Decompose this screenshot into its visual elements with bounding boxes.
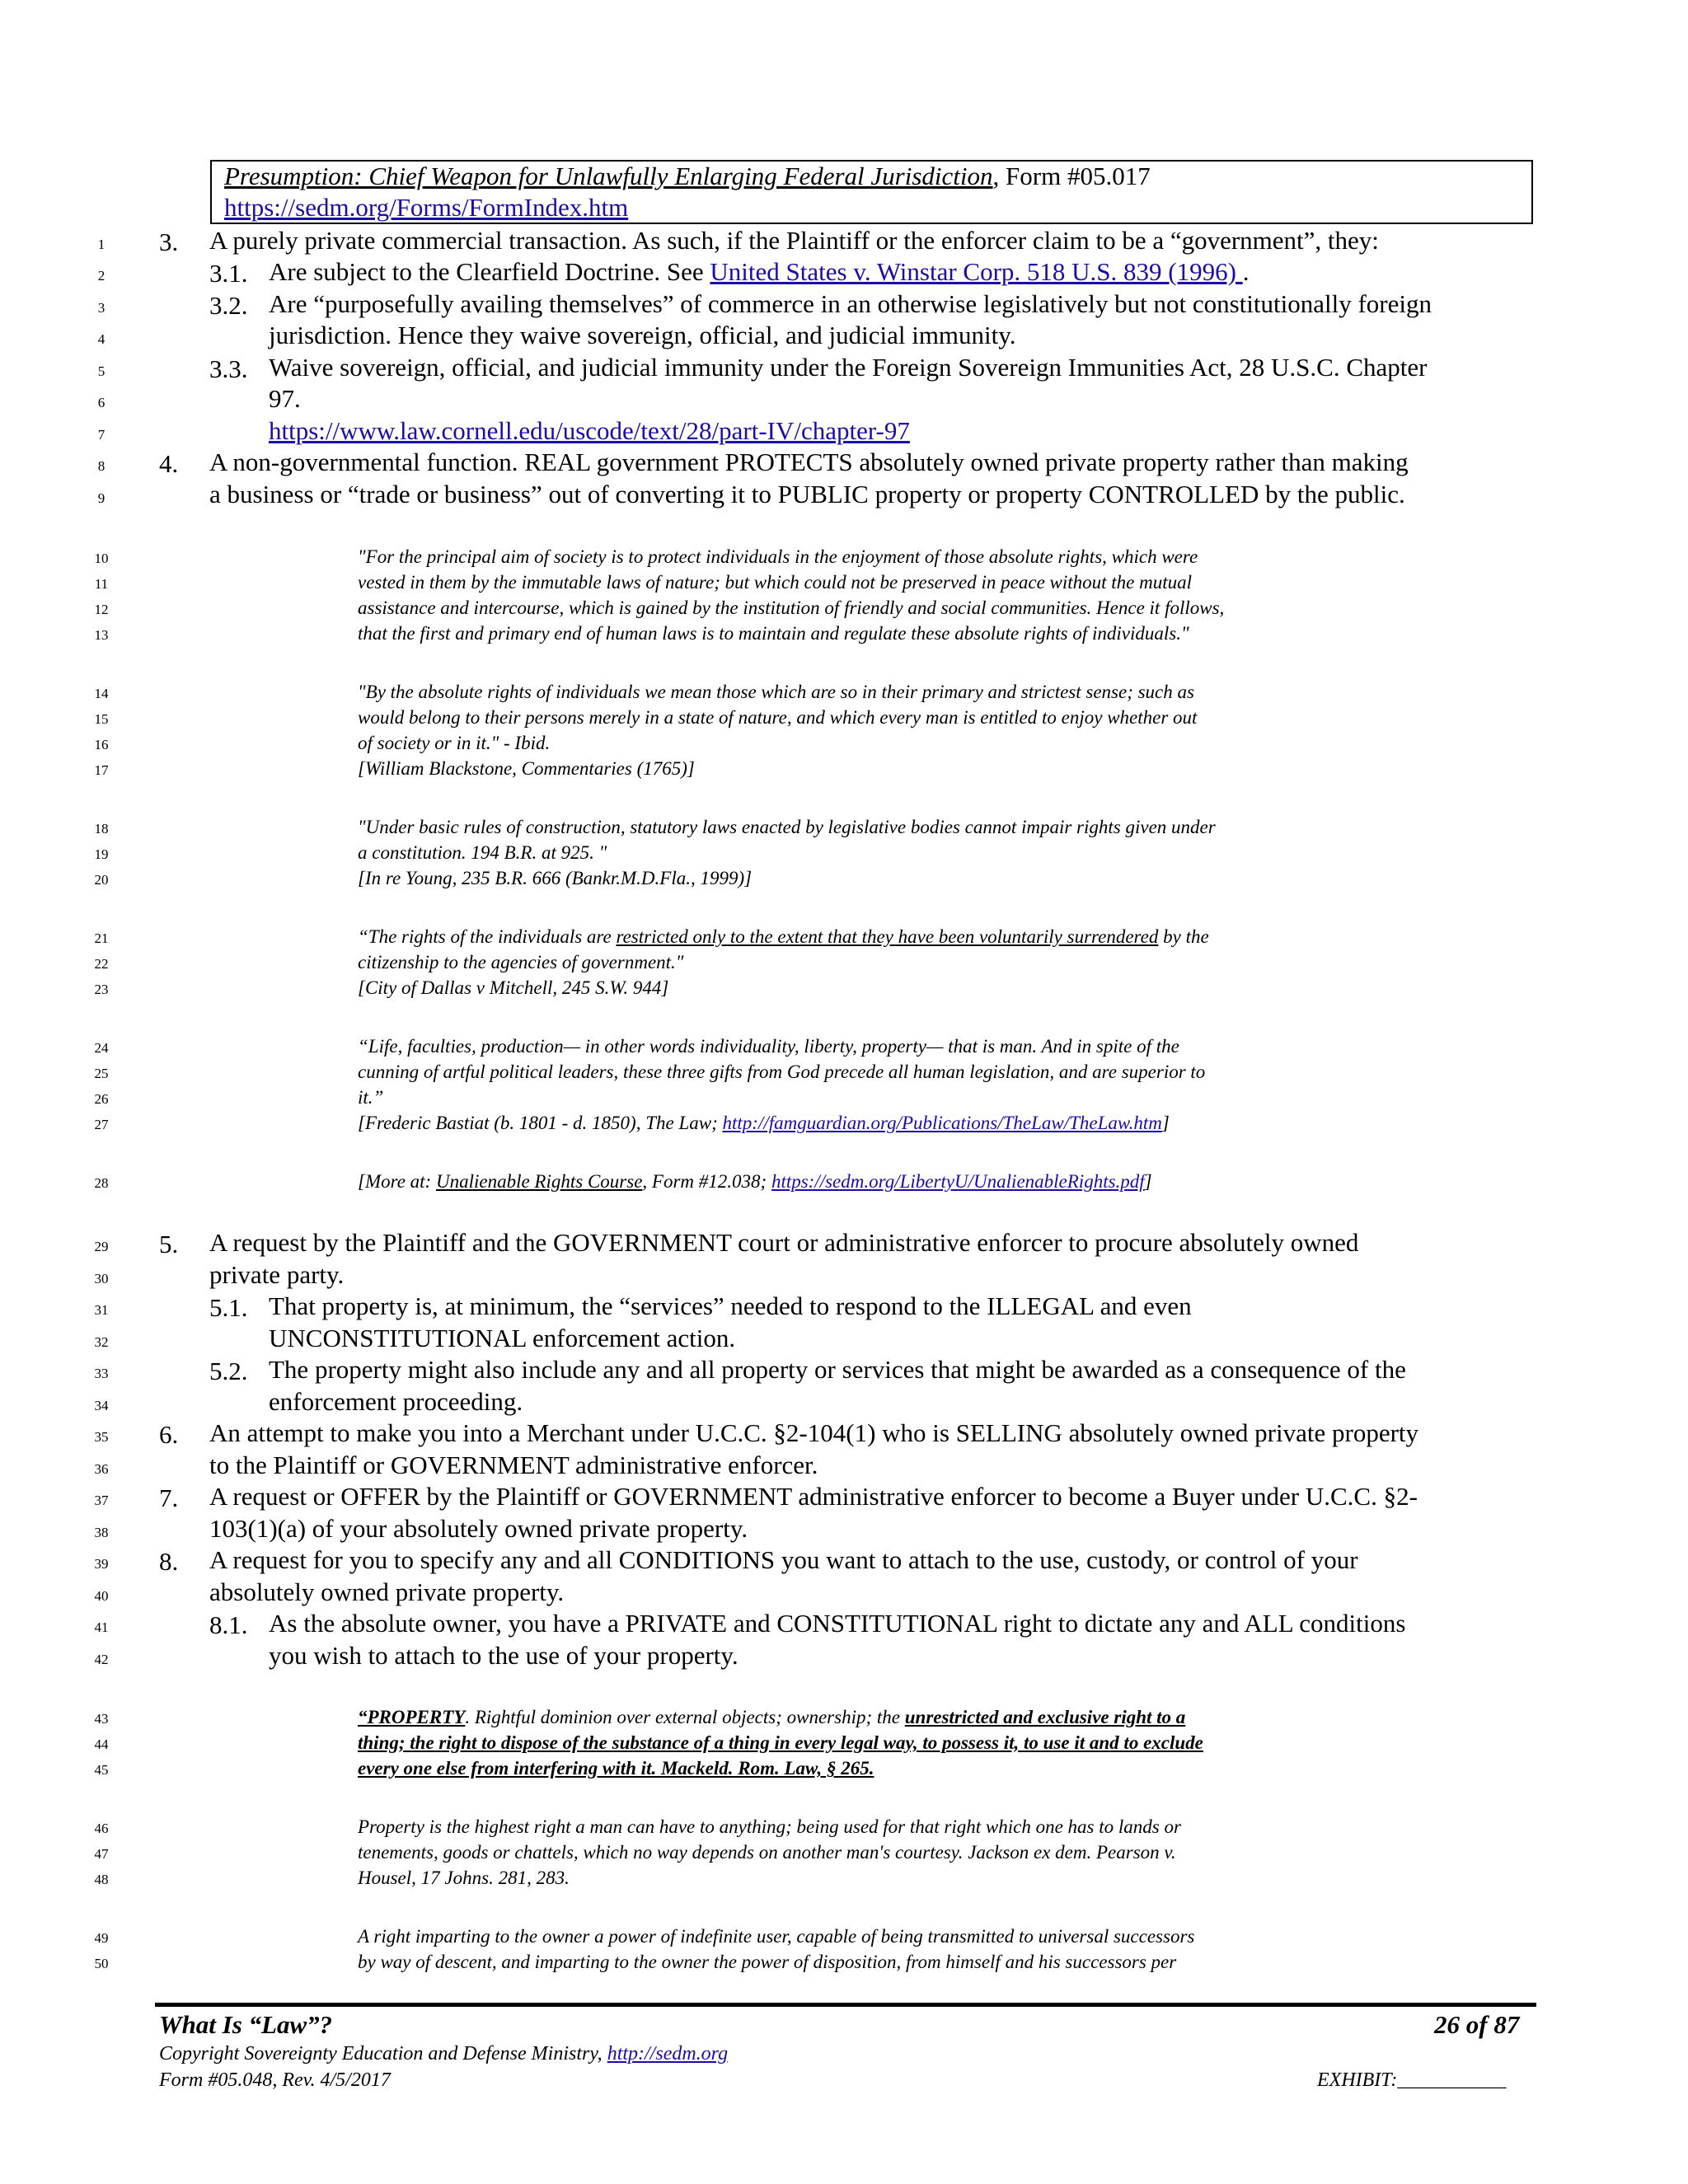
- emphasized-definition-line: every one else from interfering with it. Mackeld. Rom. Law, § 265.: [358, 1758, 874, 1779]
- emphasized-text: unrestricted and exclusive right to a: [904, 1707, 1186, 1727]
- line-number: 36: [94, 1461, 109, 1477]
- text-span: Are subject to the Clearfield Doctrine. See: [269, 257, 710, 286]
- quote-line: [358, 926, 1209, 947]
- reference-url-line: [224, 194, 628, 222]
- list-number: 4.: [159, 449, 179, 478]
- text-span: , Form #12.038;: [642, 1171, 771, 1192]
- line-number: 38: [94, 1525, 109, 1540]
- text-span: [Frederic Bastiat (b. 1801 - d. 1850), The Law;: [358, 1113, 723, 1133]
- list-item-text: Waive sovereign, official, and judicial immunity under the Foreign Sovereign Immunities Act, 28 U.S.C. Chapter: [269, 353, 1428, 382]
- list-item-text: As the absolute owner, you have a PRIVATE and CONSTITUTIONAL right to dictate any and ALL conditions: [269, 1609, 1406, 1638]
- line-number: 44: [94, 1736, 109, 1752]
- cornell-fsia-link[interactable]: https://www.law.cornell.edu/uscode/text/28/part-IV/chapter-97: [269, 416, 910, 445]
- winstar-case-link[interactable]: United States v. Winstar Corp. 518 U.S. 839 (1996): [710, 257, 1243, 286]
- quote-citation: [In re Young, 235 B.R. 666 (Bankr.M.D.Fla., 1999)]: [358, 868, 753, 888]
- underlined-text: restricted only to the extent that they have been voluntarily surrendered: [616, 926, 1159, 947]
- quote-citation: [358, 1171, 1152, 1192]
- text-span: by the: [1158, 926, 1209, 947]
- quote-citation: [358, 1113, 1170, 1133]
- line-number: 45: [94, 1762, 109, 1778]
- text-span: . Rightful dominion over external objects; ownership; the: [465, 1707, 905, 1727]
- quote-citation: [William Blackstone, Commentaries (1765)]: [358, 758, 695, 779]
- line-number: 32: [94, 1334, 109, 1350]
- line-number: 10: [94, 551, 109, 566]
- line-number: 25: [94, 1066, 109, 1081]
- list-number: 5.2.: [209, 1357, 248, 1385]
- line-number: 9: [97, 490, 106, 506]
- line-number: 2: [97, 268, 106, 284]
- list-number: 7.: [159, 1483, 179, 1512]
- line-number: 50: [94, 1956, 109, 1971]
- defined-term: “PROPERTY: [358, 1707, 466, 1727]
- list-number: 3.3.: [209, 354, 248, 383]
- line-number: 41: [94, 1619, 109, 1635]
- quote-line: that the first and primary end of human laws is to maintain and regulate these absolute rights of individuals.": [358, 623, 1189, 644]
- quote-line: assistance and intercourse, which is gained by the institution of friendly and social communities. Hence it follows,: [358, 598, 1225, 618]
- quote-line: "Under basic rules of construction, statutory laws enacted by legislative bodies cannot impair rights given under: [358, 817, 1216, 837]
- line-number: 27: [94, 1117, 109, 1132]
- footer-copyright: [159, 2044, 728, 2064]
- line-number: 29: [94, 1239, 109, 1254]
- text-span: [More at:: [358, 1171, 436, 1192]
- list-item-text: 103(1)(a) of your absolutely owned private property.: [209, 1514, 748, 1543]
- list-item-text: jurisdiction. Hence they waive sovereign, official, and judicial immunity.: [269, 321, 1016, 349]
- unalienable-rights-link[interactable]: https://sedm.org/LibertyU/UnalienableRights.pdf: [771, 1171, 1145, 1192]
- list-number: 5.1.: [209, 1293, 248, 1322]
- list-item-text: A request or OFFER by the Plaintiff or GOVERNMENT administrative enforcer to become a Buyer under U.C.C. §2-: [209, 1482, 1418, 1511]
- text-span: Copyright Sovereignty Education and Defense Ministry,: [159, 2043, 607, 2064]
- unalienable-rights-course-title[interactable]: Unalienable Rights Course: [435, 1171, 643, 1192]
- line-number: 30: [94, 1271, 109, 1286]
- emphasized-definition-line: thing; the right to dispose of the substance of a thing in every legal way, to possess it, to use it and to exclude: [358, 1732, 1203, 1753]
- quote-line: “Life, faculties, production— in other words individuality, liberty, property— that is man. And in spite of the: [358, 1036, 1179, 1057]
- footer-page-number: 26 of 87: [1434, 2010, 1520, 2039]
- list-number: 8.: [159, 1547, 179, 1576]
- line-number: 1: [97, 237, 106, 252]
- line-number: 14: [94, 686, 109, 701]
- reference-url-link[interactable]: https://sedm.org/Forms/FormIndex.htm: [224, 193, 629, 222]
- definition-line: Housel, 17 Johns. 281, 283.: [358, 1868, 570, 1888]
- list-item-text: [269, 418, 910, 445]
- footer-divider: [155, 2003, 1536, 2007]
- list-item-text: 97.: [269, 384, 301, 413]
- list-number: 3.2.: [209, 291, 248, 320]
- line-number: 21: [94, 930, 109, 946]
- reference-form: , Form #05.017: [992, 162, 1151, 190]
- line-number: 8: [97, 458, 106, 474]
- definition-line: [358, 1707, 1185, 1727]
- quote-line: "By the absolute rights of individuals we mean those which are so in their primary and strictest sense; such as: [358, 682, 1194, 702]
- definition-line: by way of descent, and imparting to the owner the power of disposition, from himself and his successors per: [358, 1952, 1177, 1972]
- line-number: 42: [94, 1652, 109, 1667]
- reference-title-line: [224, 163, 1151, 190]
- line-number: 47: [94, 1846, 109, 1862]
- line-number: 20: [94, 872, 109, 888]
- line-number: 4: [97, 331, 106, 347]
- quote-line: of society or in it." - Ibid.: [358, 733, 551, 753]
- definition-line: tenements, goods or chattels, which no way depends on another man's courtesy. Jackson ex dem. Pearson v.: [358, 1842, 1176, 1863]
- list-number: 3.: [159, 227, 179, 256]
- list-item-text: A purely private commercial transaction. As such, if the Plaintiff or the enforcer claim to be a “government”, they:: [209, 226, 1379, 255]
- line-number: 23: [94, 982, 109, 997]
- list-number: 5.: [159, 1230, 179, 1258]
- line-number: 28: [94, 1175, 109, 1191]
- definition-line: Property is the highest right a man can have to anything; being used for that right which one has to lands or: [358, 1816, 1181, 1837]
- list-item-text: UNCONSTITUTIONAL enforcement action.: [269, 1324, 736, 1352]
- line-number: 5: [97, 363, 106, 379]
- line-number: 7: [97, 427, 106, 443]
- quote-line: vested in them by the immutable laws of nature; but which could not be preserved in peace without the mutual: [358, 572, 1193, 593]
- list-item-text: The property might also include any and all property or services that might be awarded as a consequence of the: [269, 1355, 1406, 1384]
- line-number: 35: [94, 1429, 109, 1445]
- footer-form-number: Form #05.048, Rev. 4/5/2017: [159, 2069, 391, 2091]
- line-number: 16: [94, 737, 109, 752]
- line-number: 37: [94, 1493, 109, 1508]
- list-item-text: Are “purposefully availing themselves” of commerce in an otherwise legislatively but not constitutionally foreign: [269, 289, 1432, 318]
- line-number: 24: [94, 1040, 109, 1056]
- list-number: 3.1.: [209, 259, 248, 288]
- list-item-text: enforcement proceeding.: [269, 1387, 523, 1416]
- line-number: 46: [94, 1821, 109, 1836]
- sedm-site-link[interactable]: http://sedm.org: [607, 2043, 729, 2064]
- definition-line: A right imparting to the owner a power of indefinite user, capable of being transmitted to universal successors: [358, 1926, 1195, 1947]
- line-number: 43: [94, 1711, 109, 1727]
- famguardian-link[interactable]: http://famguardian.org/Publications/TheLaw/TheLaw.htm: [722, 1113, 1162, 1133]
- list-item-text: A non-governmental function. REAL government PROTECTS absolutely owned private property rather than making: [209, 448, 1409, 476]
- list-item-text: you wish to attach to the use of your property.: [269, 1641, 738, 1670]
- list-item-text: A request by the Plaintiff and the GOVERNMENT court or administrative enforcer to procure absolutely owned: [209, 1228, 1359, 1257]
- line-number: 33: [94, 1366, 109, 1381]
- line-number: 49: [94, 1930, 109, 1946]
- list-number: 6.: [159, 1420, 179, 1449]
- list-number: 8.1.: [209, 1610, 248, 1639]
- line-number: 40: [94, 1588, 109, 1604]
- footer-exhibit-label: EXHIBIT:___________: [1317, 2069, 1507, 2091]
- list-item-text: A request for you to specify any and all CONDITIONS you want to attach to the use, custody, or control of your: [209, 1545, 1358, 1574]
- list-item-text: to the Plaintiff or GOVERNMENT administrative enforcer.: [209, 1451, 818, 1479]
- quote-line: "For the principal aim of society is to protect individuals in the enjoyment of those absolute rights, which were: [358, 546, 1198, 567]
- list-item-text: absolutely owned private property.: [209, 1577, 565, 1606]
- line-number: 6: [97, 395, 106, 410]
- list-item-text: [269, 259, 1249, 286]
- text-span: ]: [1161, 1113, 1170, 1133]
- quote-line: it.”: [358, 1087, 384, 1108]
- line-number: 18: [94, 821, 109, 837]
- line-number: 31: [94, 1302, 109, 1318]
- quote-citation: [City of Dallas v Mitchell, 245 S.W. 944]: [358, 977, 669, 998]
- line-number: 26: [94, 1091, 109, 1107]
- text-span: .: [1242, 257, 1250, 286]
- line-number: 22: [94, 956, 109, 972]
- line-number: 34: [94, 1398, 109, 1413]
- list-item-text: private party.: [209, 1260, 345, 1289]
- footer-document-title: What Is “Law”?: [159, 2010, 333, 2039]
- line-number: 15: [94, 711, 109, 727]
- line-number: 3: [97, 300, 106, 316]
- quote-line: cunning of artful political leaders, these three gifts from God precede all human legislation, and are superior to: [358, 1062, 1206, 1082]
- list-item-text: That property is, at minimum, the “services” needed to respond to the ILLEGAL and even: [269, 1291, 1192, 1320]
- line-number: 11: [94, 576, 109, 592]
- line-number: 19: [94, 846, 109, 862]
- line-number: 12: [94, 602, 109, 617]
- text-span: ]: [1144, 1171, 1152, 1192]
- line-number: 13: [94, 627, 109, 643]
- list-item-text: a business or “trade or business” out of converting it to PUBLIC property or property CONTROLLED by the public.: [209, 480, 1405, 509]
- line-number: 17: [94, 762, 109, 778]
- quote-line: a constitution. 194 B.R. at 925. ": [358, 842, 607, 863]
- quote-line: would belong to their persons merely in a state of nature, and which every man is entitled to enjoy whether out: [358, 707, 1198, 728]
- text-span: “The rights of the individuals are: [358, 926, 617, 947]
- list-item-text: An attempt to make you into a Merchant under U.C.C. §2-104(1) who is SELLING absolutely owned private property: [209, 1418, 1419, 1447]
- line-number: 39: [94, 1556, 109, 1572]
- reference-title[interactable]: Presumption: Chief Weapon for Unlawfully Enlarging Federal Jurisdiction: [224, 162, 993, 190]
- quote-line: citizenship to the agencies of government.": [358, 952, 684, 972]
- line-number: 48: [94, 1872, 109, 1887]
